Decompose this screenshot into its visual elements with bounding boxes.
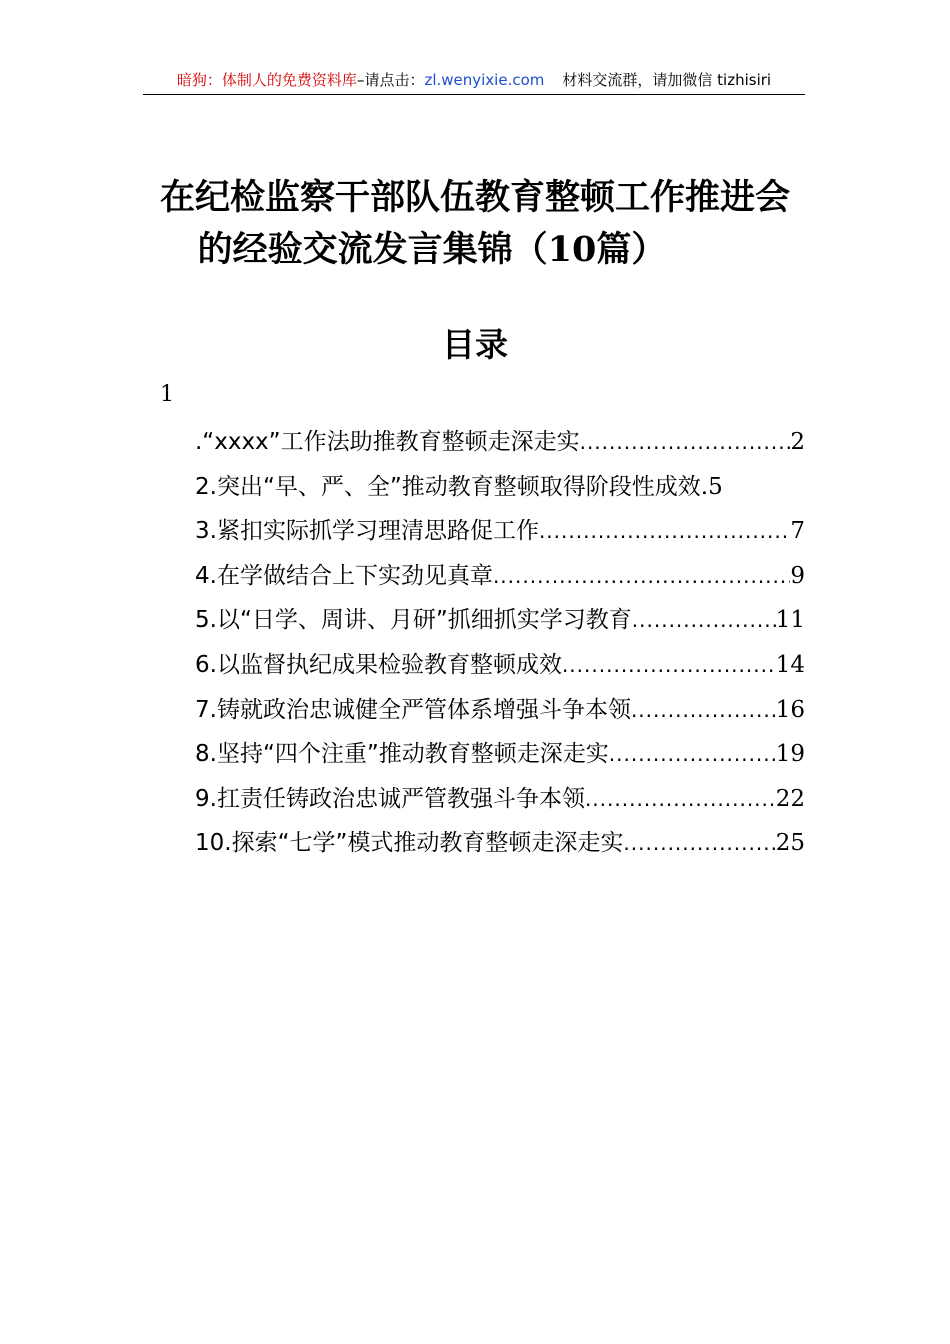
toc-stray-number: 1 [160, 382, 174, 407]
toc-entry-title: 10.探索“七学”模式推动教育整顿走深走实 [195, 830, 624, 857]
toc-entry-title: 3.紧扣实际抓学习理清思路促工作 [195, 518, 539, 545]
toc-dot-leader [585, 777, 776, 821]
toc-entry-10[interactable] [195, 821, 805, 866]
toc-dot-leader [580, 420, 791, 464]
toc-entry-4[interactable] [195, 554, 805, 599]
toc-entry-page: 11 [775, 607, 805, 634]
toc-entry-9[interactable] [195, 777, 805, 822]
toc-entry-8[interactable] [195, 732, 805, 777]
toc-entry-page: 14 [775, 651, 805, 678]
toc-entry-page: 9 [790, 562, 805, 589]
header-click-prompt: –请点击： [356, 71, 425, 89]
toc-entry-title: 6.以监督执纪成果检验教育整顿成效 [195, 651, 562, 678]
document-title-line-1: 在纪检监察干部队伍教育整顿工作推进会 [159, 177, 790, 218]
toc-entry-title: 5.以“日学、周讲、月研”抓细抓实学习教育 [195, 607, 632, 634]
header-group-note: 材料交流群，请加微信 tizhisiri [562, 71, 772, 89]
toc-entry-page: .5 [700, 473, 723, 500]
document-title [140, 172, 810, 276]
toc-entry-3[interactable] [195, 509, 805, 554]
toc-entry-title: .“xxxx”工作法助推教育整顿走深走实 [195, 429, 580, 455]
toc-entry-page: 2 [790, 429, 805, 455]
toc-dot-leader [623, 821, 775, 865]
toc-entry-title: 2.突出“早、严、全”推动教育整顿取得阶段性成效 [195, 473, 701, 500]
toc-dot-leader [562, 643, 776, 687]
toc-entry-7[interactable] [195, 688, 805, 733]
toc-dot-leader [609, 732, 776, 776]
header-site-link[interactable]: zl.wenyixie.com [424, 71, 545, 89]
toc-entry-2[interactable] [195, 465, 805, 510]
toc-entry-6[interactable] [195, 643, 805, 688]
header-brand: 暗狗：体制人的免费资料库 [176, 71, 357, 89]
toc-entry-title: 7.铸就政治忠诚健全严管体系增强斗争本领 [195, 696, 631, 723]
document-title-line-2: 的经验交流发言集锦（10篇） [197, 229, 667, 270]
toc-entry-title: 4.在学做结合上下实劲见真章 [195, 562, 493, 589]
toc-entry-title: 9.扛责任铸政治忠诚严管教强斗争本领 [195, 785, 585, 812]
toc-entry-title: 8.坚持“四个注重”推动教育整顿走深走实 [195, 741, 609, 768]
table-of-contents [195, 420, 805, 866]
toc-entry-page: 19 [775, 741, 805, 768]
toc-dot-leader [493, 554, 790, 598]
toc-dot-leader [632, 598, 776, 642]
toc-entry-page: 7 [790, 518, 805, 545]
toc-dot-leader [631, 688, 776, 732]
toc-dot-leader [539, 509, 790, 553]
toc-entry-page: 22 [775, 785, 805, 812]
toc-entry-1[interactable] [195, 420, 805, 465]
page-header [143, 68, 805, 95]
toc-entry-page: 25 [775, 830, 805, 857]
toc-entry-page: 16 [775, 696, 805, 723]
toc-entry-5[interactable] [195, 598, 805, 643]
toc-heading: 目录 [442, 325, 508, 364]
